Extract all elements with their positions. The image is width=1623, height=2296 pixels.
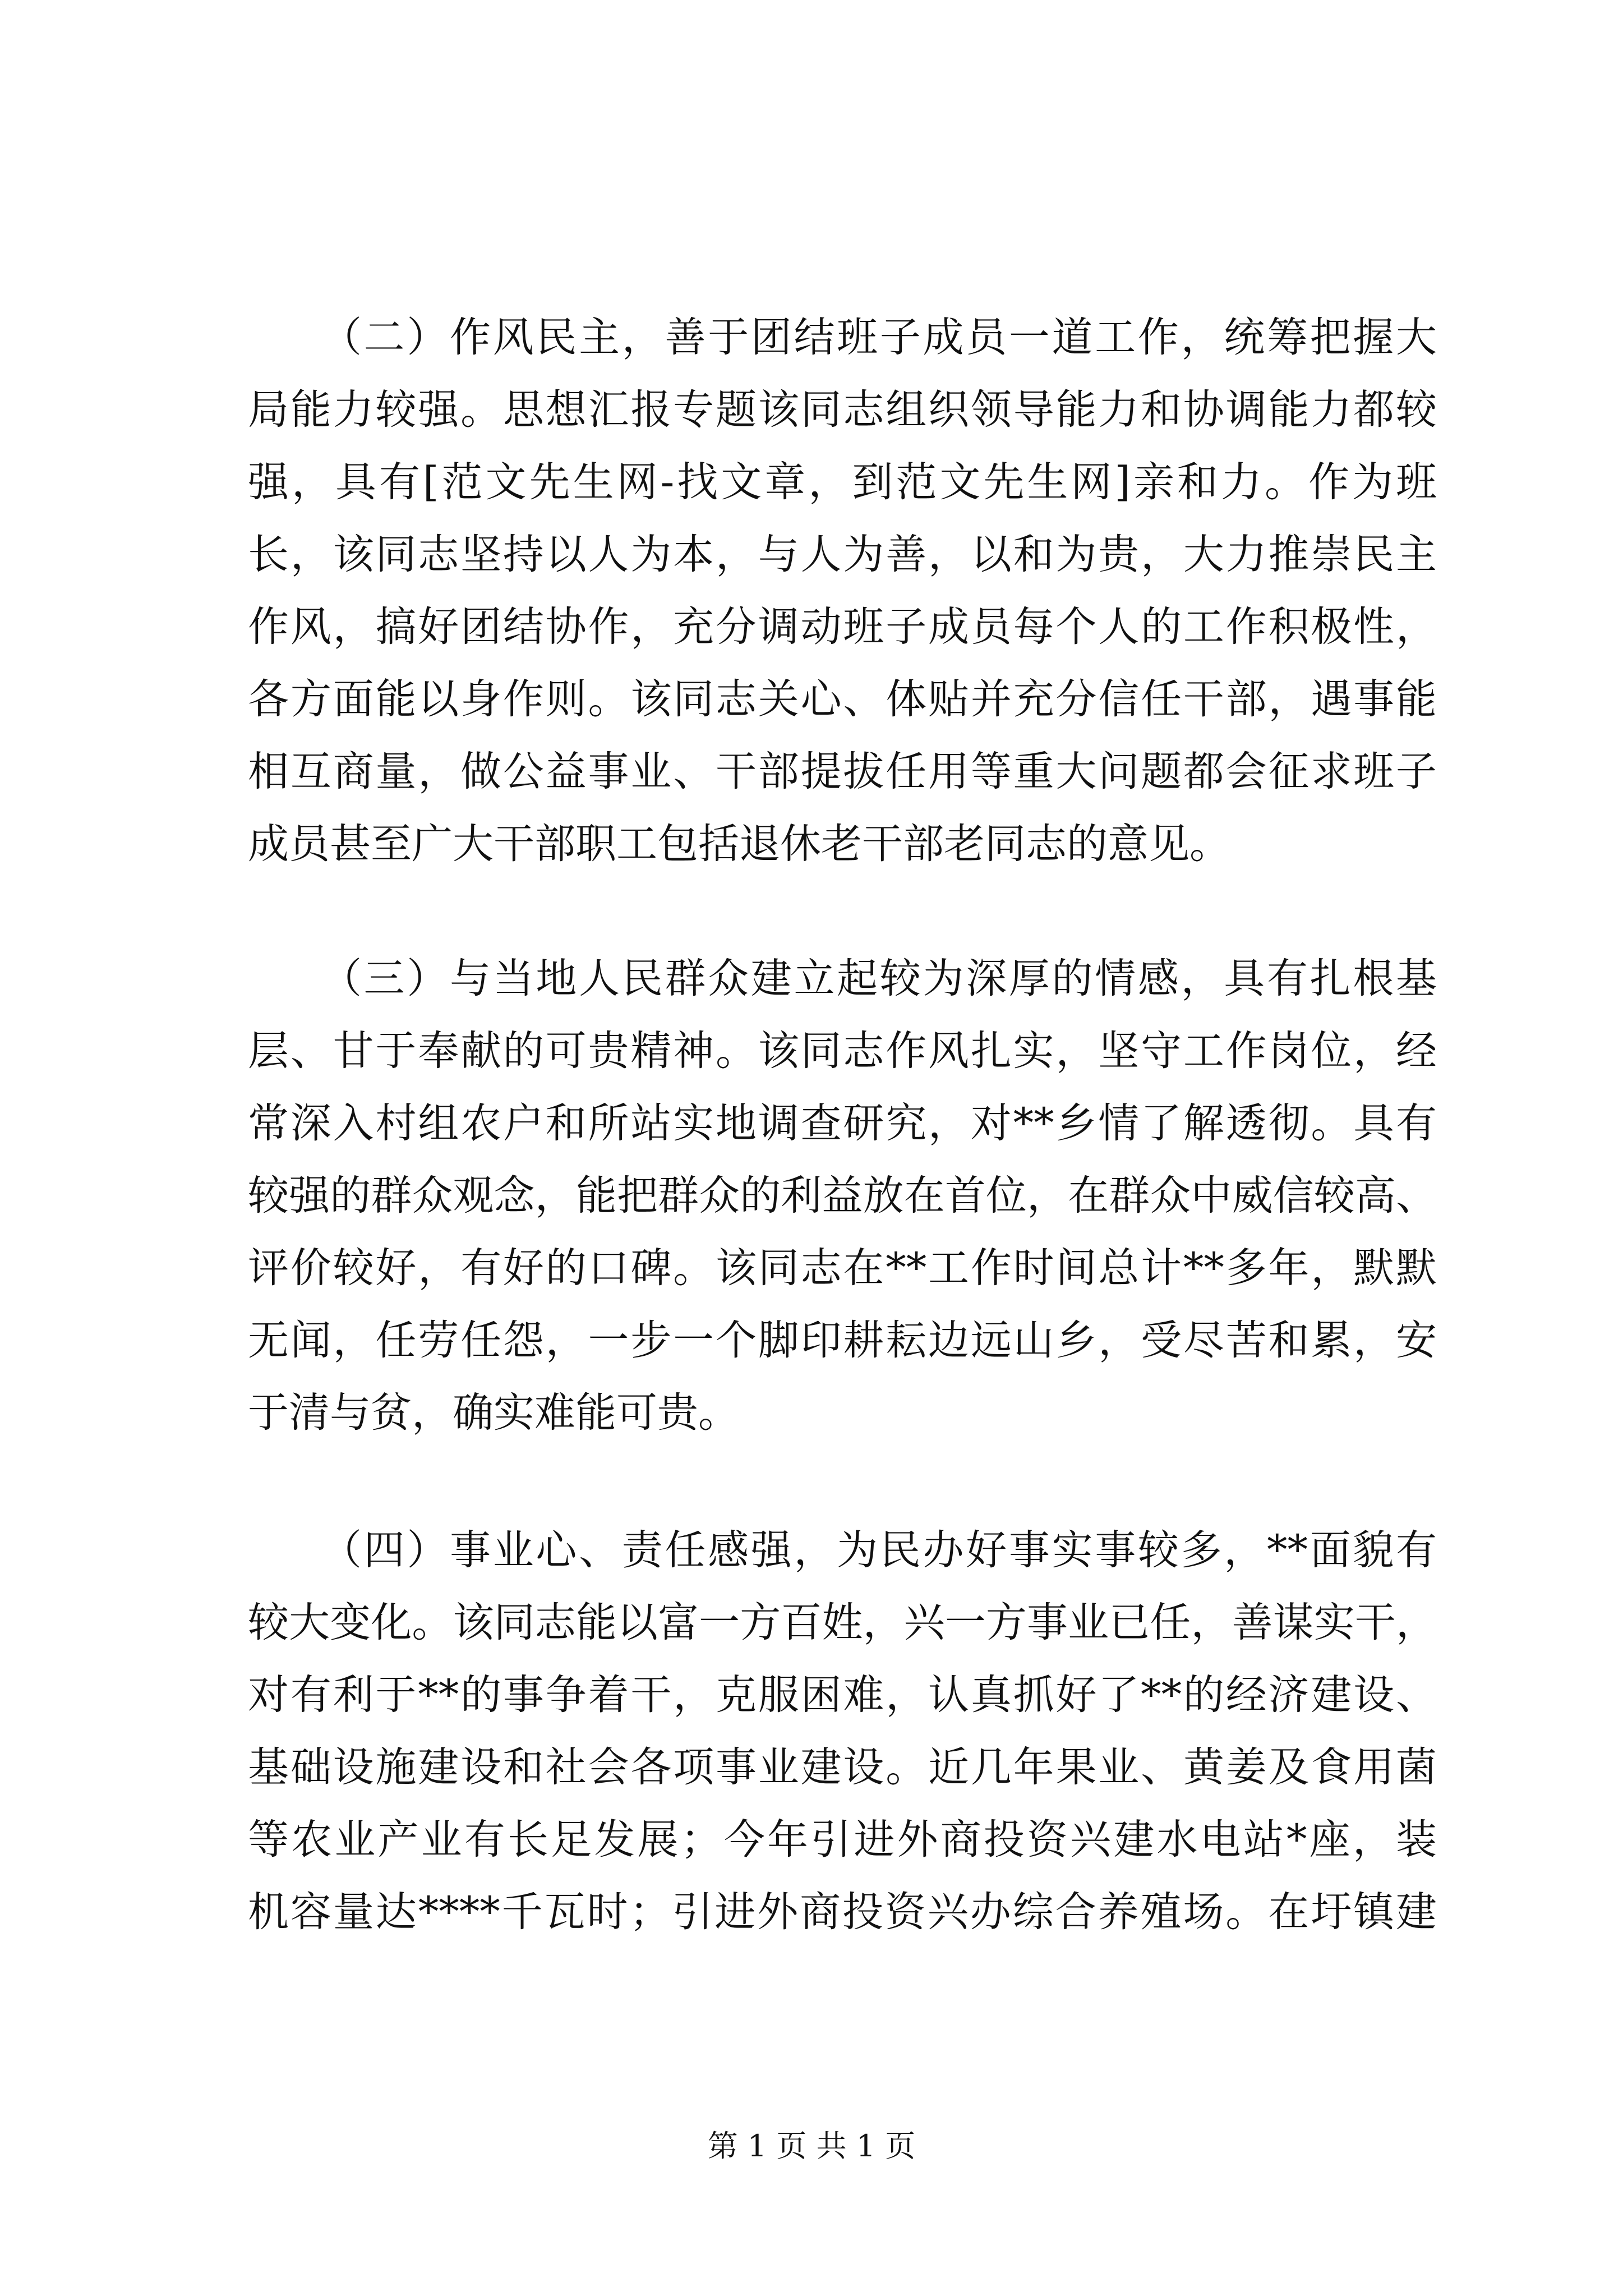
paragraph-3-line-4: 较强的群众观念，能把群众的利益放在首位，在群众中威信较高、 (248, 1172, 1437, 1220)
paragraph-2-line-6: 各方面能以身作则。该同志关心、体贴并充分信任干部，遇事能 (248, 675, 1437, 723)
paragraph-4-line-3: 对有利于**的事争着干，克服困难，认真抓好了**的经济建设、 (248, 1671, 1437, 1719)
paragraph-3-line-3: 常深入村组农户和所站实地调查研究，对**乡情了解透彻。具有 (248, 1099, 1437, 1147)
paragraph-2-line-7: 相互商量，做公益事业、干部提拔任用等重大问题都会征求班子 (248, 748, 1437, 795)
paragraph-4-line-2: 较大变化。该同志能以富一方百姓，兴一方事业已任，善谋实干， (248, 1599, 1437, 1646)
page-number-footer: 第 1 页 共 1 页 (707, 2128, 916, 2164)
paragraph-4-line-4: 基础设施建设和社会各项事业建设。近几年果业、黄姜及食用菌 (248, 1743, 1437, 1791)
paragraph-4-line-6: 机容量达****千瓦时；引进外商投资兴办综合养殖场。在圩镇建 (248, 1888, 1437, 1936)
paragraph-2-line-2: 局能力较强。思想汇报专题该同志组织领导能力和协调能力都较 (248, 386, 1437, 434)
paragraph-3-line-2: 层、甘于奉献的可贵精神。该同志作风扎实，坚守工作岗位，经 (248, 1027, 1437, 1075)
paragraph-3-line-6: 无闻，任劳任怨，一步一个脚印耕耘边远山乡，受尽苦和累，安 (248, 1317, 1437, 1364)
paragraph-3-line-5: 评价较好，有好的口碑。该同志在**工作时间总计**多年，默默 (248, 1244, 1437, 1292)
paragraph-3-line-7: 于清与贫，确实难能可贵。 (248, 1389, 739, 1437)
paragraph-2-line-4: 长，该同志坚持以人为本，与人为善，以和为贵，大力推崇民主 (248, 531, 1437, 578)
paragraph-4-line-5: 等农业产业有长足发展；今年引进外商投资兴建水电站*座，装 (248, 1816, 1437, 1864)
paragraph-2-line-5: 作风，搞好团结协作，充分调动班子成员每个人的工作积极性， (248, 603, 1437, 651)
paragraph-2-line-1: （二）作风民主，善于团结班子成员一道工作，统筹把握大 (321, 314, 1437, 361)
paragraph-2-line-3: 强，具有[范文先生网-找文章，到范文先生网]亲和力。作为班 (248, 458, 1437, 506)
paragraph-4-line-1: （四）事业心、责任感强，为民办好事实事较多，**面貌有 (321, 1526, 1437, 1574)
paragraph-3-line-1: （三）与当地人民群众建立起较为深厚的情感，具有扎根基 (321, 955, 1437, 1002)
paragraph-2-line-8: 成员甚至广大干部职工包括退休老干部老同志的意见。 (248, 820, 1230, 868)
